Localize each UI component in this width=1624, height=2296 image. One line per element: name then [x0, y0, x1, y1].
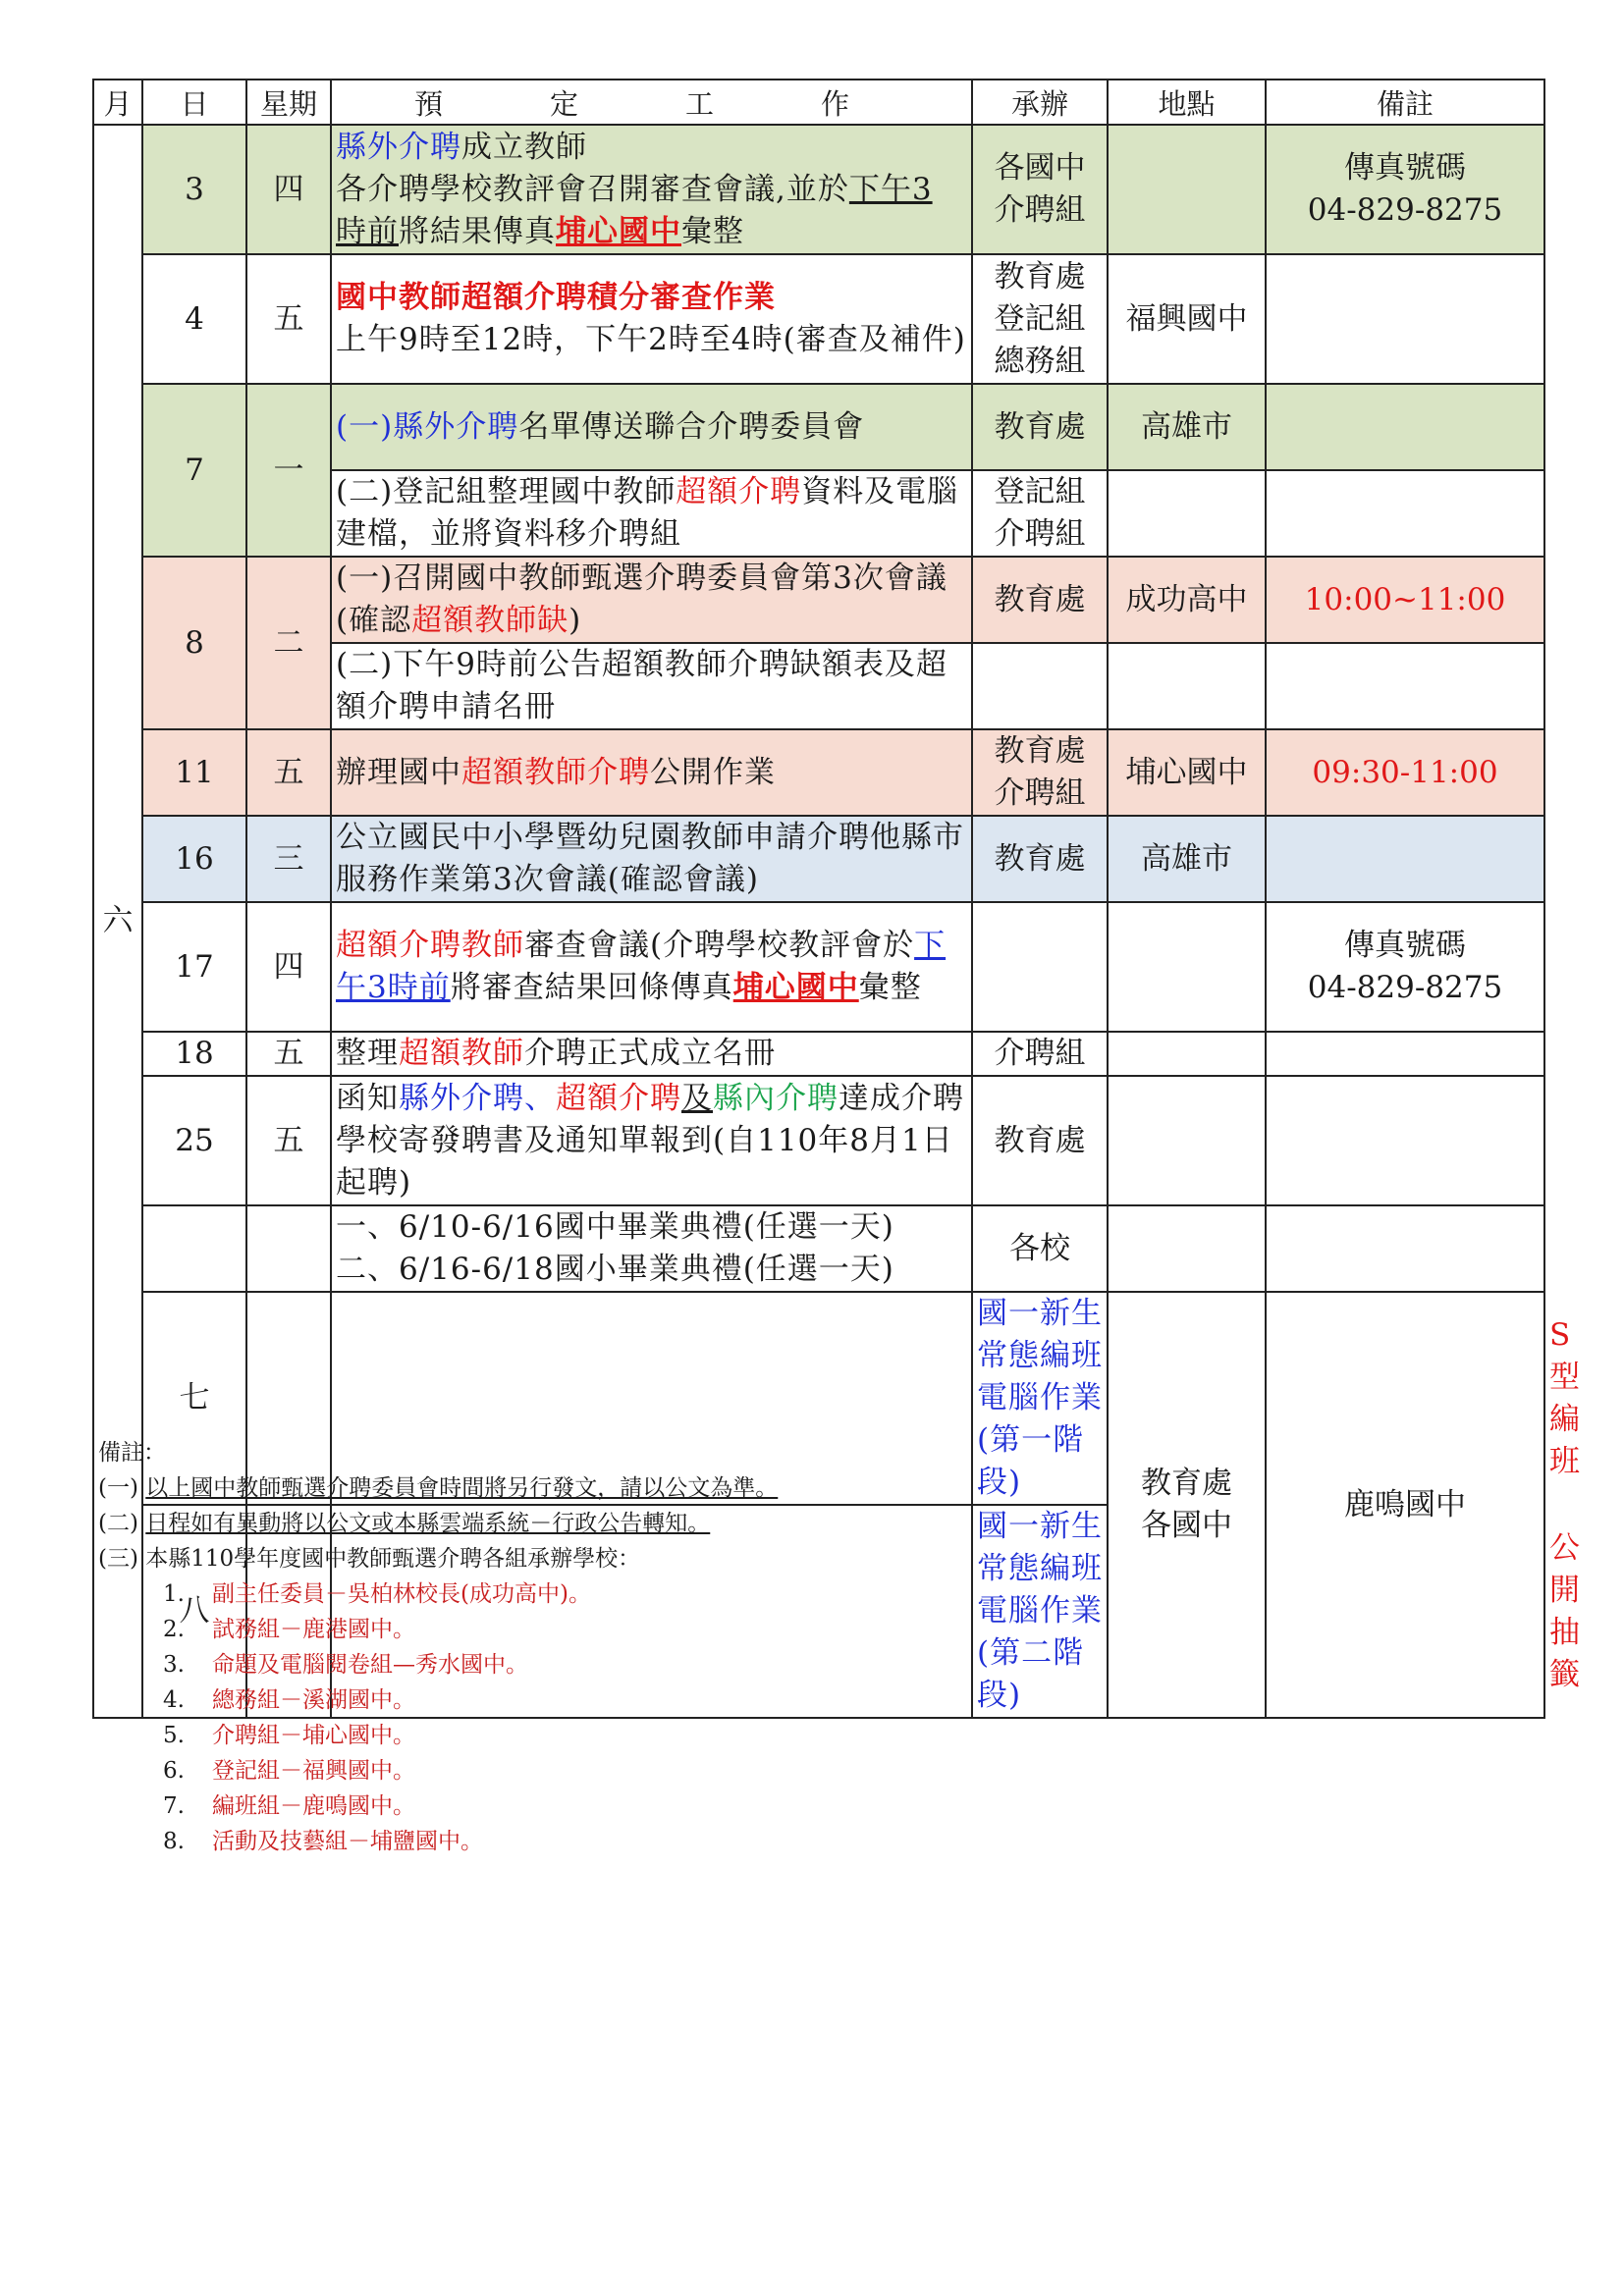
day-cell: 25: [142, 1076, 246, 1205]
month-june: 六: [93, 125, 142, 1718]
task-cell: 超額介聘教師審查會議(介聘學校教評會於下午3時前將審查結果回條傳真埔心國中彙整: [331, 902, 972, 1032]
table-row: [93, 254, 1544, 384]
weekday-cell: 五: [246, 1076, 331, 1205]
weekday-cell: 四: [246, 902, 331, 1032]
task-cell: 公立國民中小學暨幼兒園教師申請介聘他縣市服務作業第3次會議(確認會議): [331, 816, 972, 902]
day-cell: [142, 1205, 246, 1292]
note-2: (二) 日程如有異動將以公文或本縣雲端系統－行政公告轉知。: [98, 1511, 711, 1536]
remark-cell: [1266, 254, 1544, 384]
task-cell: 辦理國中超額教師介聘公開作業: [331, 729, 972, 816]
notes-section: [98, 1435, 778, 1859]
task-cell: 一、6/10-6/16國中畢業典禮(任選一天) 二、6/16-6/18國小畢業典禮(任選一天): [331, 1205, 972, 1292]
table-row: [93, 125, 1544, 254]
day-cell: 18: [142, 1032, 246, 1076]
list-item: 7. 編班組－鹿鳴國中。: [163, 1793, 415, 1819]
table-row: [93, 729, 1544, 816]
place-cell: [1108, 1076, 1266, 1205]
table-row: [93, 1032, 1544, 1076]
header-org: 承辦: [972, 80, 1108, 125]
notes-title: 備註：: [98, 1440, 166, 1466]
month-aug: 八: [142, 1505, 246, 1718]
remark-cell: 09:30-11:00: [1266, 729, 1544, 816]
school-list: [98, 1576, 778, 1859]
place-cell: [1108, 1205, 1266, 1292]
place-cell: 福興國中: [1108, 254, 1266, 384]
header-place: 地點: [1108, 80, 1266, 125]
weekday-cell: 五: [246, 1032, 331, 1076]
table-row: 七 國一新生常態編班電腦作業(第一階段) 教育處 各國中 鹿鳴國中 S型編班: [93, 1292, 1544, 1505]
place-cell: [1108, 125, 1266, 254]
note-1: (一) 以上國中教師甄選介聘委員會時間將另行發文，請以公文為準。: [98, 1475, 779, 1501]
org-cell: 教育處: [972, 1076, 1108, 1205]
header-weekday: 星期: [246, 80, 331, 125]
table-row: [93, 902, 1544, 1032]
day-cell: 8: [142, 557, 246, 729]
table-row: [93, 1205, 1544, 1292]
task-cell: (二)登記組整理國中教師超額介聘資料及電腦建檔，並將資料移介聘組: [331, 470, 972, 557]
weekday-cell: 三: [246, 816, 331, 902]
header-month: 月: [93, 80, 142, 125]
org-cell: 各校: [972, 1205, 1108, 1292]
table-row: 八 國一新生常態編班電腦作業(第二階段) 公開抽籤: [93, 1505, 1544, 1718]
task-cell: (一)召開國中教師甄選介聘委員會第3次會議(確認超額教師缺): [331, 557, 972, 643]
header-day: 日: [142, 80, 246, 125]
table-row: [93, 1076, 1544, 1205]
place-cell: [1108, 643, 1266, 729]
remark-cell: [1266, 1205, 1544, 1292]
day-cell: 17: [142, 902, 246, 1032]
task-cell: (一)縣外介聘名單傳送聯合介聘委員會: [331, 384, 972, 470]
org-cell: 登記組 介聘組: [972, 470, 1108, 557]
org-cell: 教育處: [972, 816, 1108, 902]
place-cell: 成功高中: [1108, 557, 1266, 643]
remark-cell: 傳真號碼 04-829-8275: [1266, 902, 1544, 1032]
list-item: 8. 活動及技藝組－埔鹽國中。: [163, 1829, 483, 1854]
org-cell: [972, 643, 1108, 729]
task-cell: 縣外介聘成立教師 各介聘學校教評會召開審查會議,並於下午3 時前將結果傳真埔心國中彙整: [331, 125, 972, 254]
place-cell: 高雄市: [1108, 384, 1266, 470]
header-remark: 備註: [1266, 80, 1544, 125]
remark-cell: 傳真號碼 04-829-8275: [1266, 125, 1544, 254]
list-item: 6. 登記組－福興國中。: [163, 1758, 415, 1784]
list-item: 1. 副主任委員－吳柏林校長(成功高中)。: [163, 1581, 591, 1607]
weekday-cell: 二: [246, 557, 331, 729]
list-item: 4. 總務組－溪湖國中。: [163, 1687, 415, 1713]
task-cell: 函知縣外介聘、超額介聘及縣內介聘達成介聘學校寄發聘書及通知單報到(自110年8月1日起聘): [331, 1076, 972, 1205]
remark-cell: [1266, 1032, 1544, 1076]
place-cell: 埔心國中: [1108, 729, 1266, 816]
task-cell: 國一新生常態編班電腦作業(第二階段): [972, 1505, 1108, 1718]
org-cell: 各國中 介聘組: [972, 125, 1108, 254]
weekday-cell: 四: [246, 125, 331, 254]
task-cell: (二)下午9時前公告超額教師介聘缺額表及超額介聘申請名冊: [331, 643, 972, 729]
org-cell: 教育處 登記組 總務組: [972, 254, 1108, 384]
list-item: 5. 介聘組－埔心國中。: [163, 1723, 415, 1748]
list-item: 3. 命題及電腦閱卷組—秀水國中。: [163, 1652, 528, 1678]
weekday-cell: 五: [246, 729, 331, 816]
weekday-cell: [246, 1205, 331, 1292]
table-row: [93, 557, 1544, 643]
remark-cell: [1266, 1076, 1544, 1205]
place-cell: [1108, 902, 1266, 1032]
day-cell: 3: [142, 125, 246, 254]
day-cell: 11: [142, 729, 246, 816]
weekday-cell: 五: [246, 254, 331, 384]
task-cell: 整理超額教師介聘正式成立名冊: [331, 1032, 972, 1076]
org-cell: [972, 902, 1108, 1032]
remark-cell: [1266, 384, 1544, 470]
task-cell: 國中教師超額介聘積分審查作業 上午9時至12時，下午2時至4時(審查及補件): [331, 254, 972, 384]
weekday-cell: 一: [246, 384, 331, 557]
org-cell: 教育處 介聘組: [972, 729, 1108, 816]
header-row: [93, 80, 1544, 125]
org-cell: 教育處 各國中: [1108, 1292, 1266, 1718]
day-cell: 16: [142, 816, 246, 902]
org-cell: 介聘組: [972, 1032, 1108, 1076]
header-task: 預 定 工 作: [331, 80, 972, 125]
day-cell: 7: [142, 384, 246, 557]
remark-cell: [1266, 816, 1544, 902]
place-cell: [1108, 1032, 1266, 1076]
list-item: 2. 試務組－鹿港國中。: [163, 1617, 415, 1642]
task-cell: 國一新生常態編班電腦作業(第一階段): [972, 1292, 1108, 1505]
remark-cell: 10:00~11:00: [1266, 557, 1544, 643]
table-row: [93, 384, 1544, 470]
place-cell: [1108, 470, 1266, 557]
org-cell: 教育處: [972, 384, 1108, 470]
day-cell: 4: [142, 254, 246, 384]
remark-cell: [1266, 643, 1544, 729]
place-cell: 高雄市: [1108, 816, 1266, 902]
place-cell: 鹿鳴國中: [1266, 1292, 1544, 1718]
note-3: (三) 本縣110學年度國中教師甄選介聘各組承辦學校：: [98, 1546, 641, 1572]
remark-cell: [1266, 470, 1544, 557]
month-july: 七: [142, 1292, 246, 1505]
table-row: [93, 816, 1544, 902]
org-cell: 教育處: [972, 557, 1108, 643]
